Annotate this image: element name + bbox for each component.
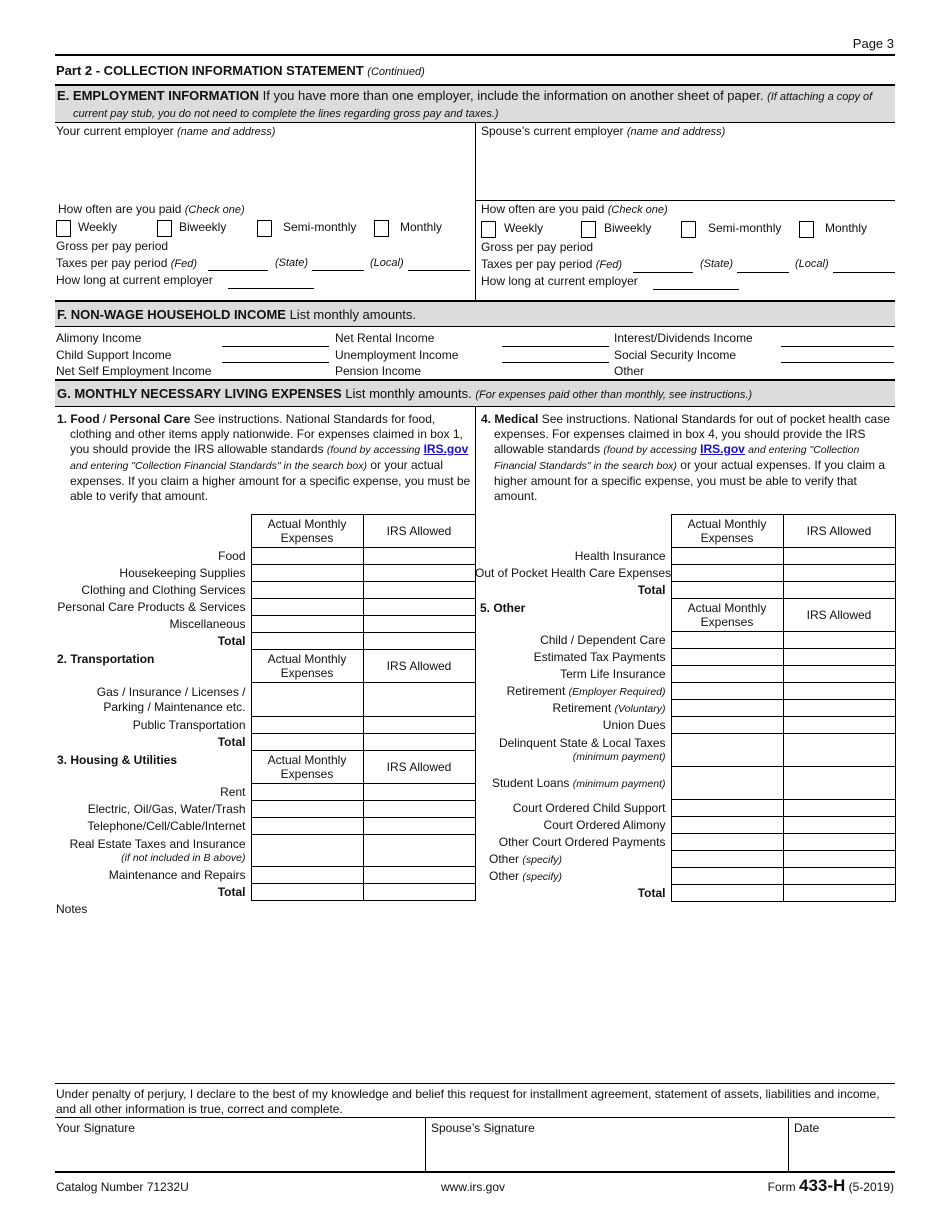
other-specify-1-irs-cell[interactable] [783,851,895,868]
social-security-income-field[interactable] [781,362,894,363]
misc-actual-cell[interactable] [251,616,363,633]
alimony-actual-cell[interactable] [671,817,783,834]
date-label: Date [794,1121,820,1135]
health-insurance-row-label: Health Insurance [574,549,666,563]
spouse-local-field[interactable] [833,272,895,273]
public-transport-row-label: Public Transportation [132,718,246,732]
other-title: 5. Other [480,600,526,615]
student-loans-row-label: Student Loans (minimum payment) [491,776,666,790]
notes-field[interactable] [55,918,895,1078]
your-local-label: (Local) [370,257,404,269]
maintenance-row-label: Maintenance and Repairs [108,868,246,882]
your-employer-field[interactable] [56,139,471,199]
your-taxes-label: Taxes per pay period (Fed) [56,256,198,270]
spouse-local-label: (Local) [795,258,829,270]
misc-row-label: Miscellaneous [169,617,246,631]
unemployment-income-field[interactable] [502,362,609,363]
page-number: Page 3 [852,36,894,51]
your-weekly-label: Weekly [78,220,118,234]
housekeeping-irs-cell[interactable] [363,565,475,582]
health-insurance-irs-cell[interactable] [783,548,895,565]
your-gross-pay-label: Gross per pay period [56,239,169,253]
misc-irs-cell[interactable] [363,616,475,633]
irs-gov-link-food[interactable]: IRS.gov [423,442,469,456]
spouse-monthly-checkbox[interactable] [799,221,814,238]
unemployment-income-label: Unemployment Income [335,347,459,362]
estimated-tax-irs-cell[interactable] [783,649,895,666]
spouse-biweekly-label: Biweekly [604,221,652,235]
child-care-irs-cell[interactable] [783,632,895,649]
spouse-state-field[interactable] [737,272,789,273]
retirement-employer-actual-cell[interactable] [671,683,783,700]
part-title: Part 2 - COLLECTION INFORMATION STATEMENT (Continued) [56,63,425,78]
spouse-gross-pay-label: Gross per pay period [481,240,594,254]
interest-income-label: Interest/Dividends Income [614,331,753,345]
medical-irs-header: IRS Allowed [783,515,895,548]
your-biweekly-checkbox[interactable] [157,220,172,237]
food-actual-header: Actual Monthly Expenses [251,515,363,548]
other-specify-2-row-label: Other (specify) [489,869,563,883]
housing-total-irs-cell[interactable] [363,884,475,901]
retirement-employer-irs-cell[interactable] [783,683,895,700]
housing-total-actual-cell[interactable] [251,884,363,901]
student-loans-irs-cell[interactable] [783,767,895,800]
spouse-taxes-label: Taxes per pay period (Fed) [481,257,623,271]
social-security-income-label: Social Security Income [614,347,737,362]
rent-irs-cell[interactable] [363,784,475,801]
personal-care-row-label: Personal Care Products & Services [57,600,246,614]
other-specify-1-actual-cell[interactable] [671,851,783,868]
your-biweekly-label: Biweekly [179,220,227,234]
term-life-row-label: Term Life Insurance [560,667,666,681]
rental-income-field[interactable] [502,346,609,347]
public-transport-irs-cell[interactable] [363,717,475,734]
rental-income-label: Net Rental Income [335,331,435,345]
other-actual-header: Actual Monthly Expenses [671,599,783,632]
other-irs-header: IRS Allowed [783,599,895,632]
medical-total-irs-cell[interactable] [783,582,895,599]
your-local-field[interactable] [408,270,470,271]
spouse-employer-label: Spouse’s current employer (name and address) [481,124,726,138]
alimony-income-field[interactable] [222,346,329,347]
bottom-rule [55,1171,895,1173]
spouse-semimonthly-label: Semi-monthly [708,221,782,235]
spouse-state-label: (State) [700,258,734,270]
section-f-title: F. NON-WAGE HOUSEHOLD INCOME List monthly amounts. [57,307,417,322]
child-support-income-label: Child Support Income [56,347,172,362]
personal-care-irs-cell[interactable] [363,599,475,616]
spouse-fed-field[interactable] [633,272,693,273]
food-irs-header: IRS Allowed [363,515,475,548]
irs-gov-link-medical[interactable]: IRS.gov [700,442,745,456]
housing-title: 3. Housing & Utilities [57,752,178,767]
food-total-irs-cell[interactable] [363,633,475,650]
transport-actual-header: Actual Monthly Expenses [251,650,363,683]
term-life-irs-cell[interactable] [783,666,895,683]
interest-income-field[interactable] [781,346,894,347]
other-court-actual-cell[interactable] [671,834,783,851]
spouse-signature-label: Spouse’s Signature [431,1121,535,1135]
clothing-irs-cell[interactable] [363,582,475,599]
spouse-weekly-label: Weekly [504,221,544,235]
transport-total-actual-cell[interactable] [251,734,363,751]
your-how-often: How often are you paid (Check one) [58,202,245,216]
notes-label: Notes [56,902,88,916]
housekeeping-row-label: Housekeeping Supplies [119,566,246,580]
estimated-tax-actual-cell[interactable] [671,649,783,666]
spouse-how-often: How often are you paid (Check one) [481,202,668,216]
clothing-actual-cell[interactable] [251,582,363,599]
date-field[interactable] [792,1137,892,1171]
union-dues-actual-cell[interactable] [671,717,783,734]
other-income-label: Other [614,364,645,378]
housing-total-label: Total [217,885,246,899]
spouse-how-long-label: How long at current employer [481,274,638,288]
retirement-voluntary-row-label: Retirement (Voluntary) [552,701,666,715]
section-f-col3 [614,330,753,380]
medical-actual-header: Actual Monthly Expenses [671,515,783,548]
out-of-pocket-row-label: Out of Pocket Health Care Expenses [475,566,672,580]
your-state-field[interactable] [312,270,364,271]
spouse-employer-field[interactable] [481,139,891,199]
delinquent-taxes-irs-cell[interactable] [783,734,895,767]
your-semimonthly-checkbox[interactable] [257,220,272,237]
delinquent-taxes-actual-cell[interactable] [671,734,783,767]
section-e-title: E. EMPLOYMENT INFORMATION If you have more than one employer, include the information on another sheet of paper. (If attaching a copy of current pay stub, you do not need to complete the lines regarding gross pay and taxes.) [57,88,873,120]
housing-actual-header: Actual Monthly Expenses [251,751,363,784]
right-expense-table [475,514,896,902]
spouse-monthly-label: Monthly [825,221,868,235]
health-insurance-actual-cell[interactable] [671,548,783,565]
telephone-irs-cell[interactable] [363,818,475,835]
electric-row-label: Electric, Oil/Gas, Water/Trash [87,802,246,816]
alimony-irs-cell[interactable] [783,817,895,834]
real-estate-row-label: Real Estate Taxes and Insurance (if not included in B above) [69,836,246,864]
food-instructions: 1. Food / Personal Care See instructions. National Standards for food, clothing and other items apply nationwide. For expenses claimed in box 1, you should provide the IRS allowable standards (found by accessing IRS.gov and entering "Collection Financial Standards" in the search box) or your actual expenses. If you claim a higher amount for a specific expense, you must be able to verify that amount. [57,412,471,503]
child-support-row-label: Court Ordered Child Support [512,801,666,815]
student-loans-actual-cell[interactable] [671,767,783,800]
medical-total-actual-cell[interactable] [671,582,783,599]
medical-total-label: Total [637,583,666,597]
gas-irs-cell[interactable] [363,683,475,717]
website: www.irs.gov [441,1180,506,1194]
food-row-label: Food [218,549,246,563]
left-expense-table [55,514,476,901]
spouse-signature-field[interactable] [430,1137,784,1171]
self-employment-income-label: Net Self Employment Income [56,364,212,378]
your-semimonthly-label: Semi-monthly [283,220,357,234]
perjury-statement: Under penalty of perjury, I declare to the best of my knowledge and belief this request for installment agreement, statement of assets, liabilities and income, and all other information is true, correct and complete. [56,1087,880,1116]
child-care-row-label: Child / Dependent Care [540,633,666,647]
personal-care-actual-cell[interactable] [251,599,363,616]
housing-irs-header: IRS Allowed [363,751,475,784]
your-monthly-checkbox[interactable] [374,220,389,237]
food-total-label: Total [217,634,246,648]
alimony-row-label: Court Ordered Alimony [543,818,666,832]
transport-total-irs-cell[interactable] [363,734,475,751]
retirement-employer-row-label: Retirement (Employer Required) [506,684,666,698]
term-life-actual-cell[interactable] [671,666,783,683]
your-signature-field[interactable] [56,1137,421,1171]
other-total-actual-cell[interactable] [671,885,783,902]
gas-row-label: Gas / Insurance / Licenses / Parking / Maintenance etc. [96,684,246,714]
section-e-divider [475,122,476,300]
real-estate-actual-cell[interactable] [251,835,363,867]
transport-total-label: Total [217,735,246,749]
other-specify-1-row-label: Other (specify) [489,852,563,866]
section-g-title: G. MONTHLY NECESSARY LIVING EXPENSES List monthly amounts. (For expenses paid other than monthly, see instructions.) [57,386,753,401]
your-signature-label: Your Signature [56,1121,135,1135]
telephone-actual-cell[interactable] [251,818,363,835]
your-state-label: (State) [275,257,309,269]
transport-title: 2. Transportation [57,651,155,666]
out-of-pocket-irs-cell[interactable] [783,565,895,582]
child-support-irs-cell[interactable] [783,800,895,817]
maintenance-irs-cell[interactable] [363,867,475,884]
form-id: Form 433-H (5-2019) [767,1176,894,1195]
child-support-actual-cell[interactable] [671,800,783,817]
transport-irs-header: IRS Allowed [363,650,475,683]
food-actual-cell[interactable] [251,548,363,565]
maintenance-actual-cell[interactable] [251,867,363,884]
your-fed-field[interactable] [208,270,268,271]
section-f-col2 [335,330,458,380]
pension-income-label: Pension Income [335,364,422,378]
your-monthly-label: Monthly [400,220,443,234]
out-of-pocket-actual-cell[interactable] [671,565,783,582]
food-irs-cell[interactable] [363,548,475,565]
your-how-long-field[interactable] [228,288,314,289]
clothing-row-label: Clothing and Clothing Services [81,583,246,597]
other-specify-2-irs-cell[interactable] [783,868,895,885]
housekeeping-actual-cell[interactable] [251,565,363,582]
spouse-semimonthly-checkbox[interactable] [681,221,696,238]
your-weekly-checkbox[interactable] [56,220,71,237]
other-total-label: Total [637,886,666,900]
retirement-voluntary-irs-cell[interactable] [783,700,895,717]
other-specify-2-actual-cell[interactable] [671,868,783,885]
spouse-weekly-checkbox[interactable] [481,221,496,238]
section-f-col1 [56,330,211,380]
delinquent-taxes-row-label: Delinquent State & Local Taxes (minimum payment) [498,736,666,763]
electric-irs-cell[interactable] [363,801,475,818]
child-support-income-field[interactable] [222,362,329,363]
union-dues-irs-cell[interactable] [783,717,895,734]
other-court-irs-cell[interactable] [783,834,895,851]
public-transport-actual-cell[interactable] [251,717,363,734]
spouse-how-long-field[interactable] [653,289,739,290]
rent-actual-cell[interactable] [251,784,363,801]
real-estate-irs-cell[interactable] [363,835,475,867]
other-total-irs-cell[interactable] [783,885,895,902]
catalog-number: Catalog Number 71232U [56,1180,189,1194]
your-employer-label: Your current employer (name and address) [56,124,276,138]
electric-actual-cell[interactable] [251,801,363,818]
gas-actual-cell[interactable] [251,683,363,717]
top-rule [55,54,895,56]
child-care-actual-cell[interactable] [671,632,783,649]
rent-row-label: Rent [220,785,246,799]
alimony-income-label: Alimony Income [56,331,142,345]
your-how-long-label: How long at current employer [56,273,213,287]
spouse-biweekly-checkbox[interactable] [581,221,596,238]
food-total-actual-cell[interactable] [251,633,363,650]
retirement-voluntary-actual-cell[interactable] [671,700,783,717]
estimated-tax-row-label: Estimated Tax Payments [533,650,666,664]
union-dues-row-label: Union Dues [602,718,666,732]
other-court-row-label: Other Court Ordered Payments [498,835,666,849]
telephone-row-label: Telephone/Cell/Cable/Internet [87,819,246,833]
medical-instructions: 4. Medical See instructions. National Standards for out of pocket health case expenses. For expenses claimed in box 4, you should provide the IRS allowable standards (found by accessing IRS.gov and entering "Collection Financial Standards" in the search box) or your actual expenses. If you claim a higher amount for a specific expense, you must be able to verify that amount. [481,412,890,503]
